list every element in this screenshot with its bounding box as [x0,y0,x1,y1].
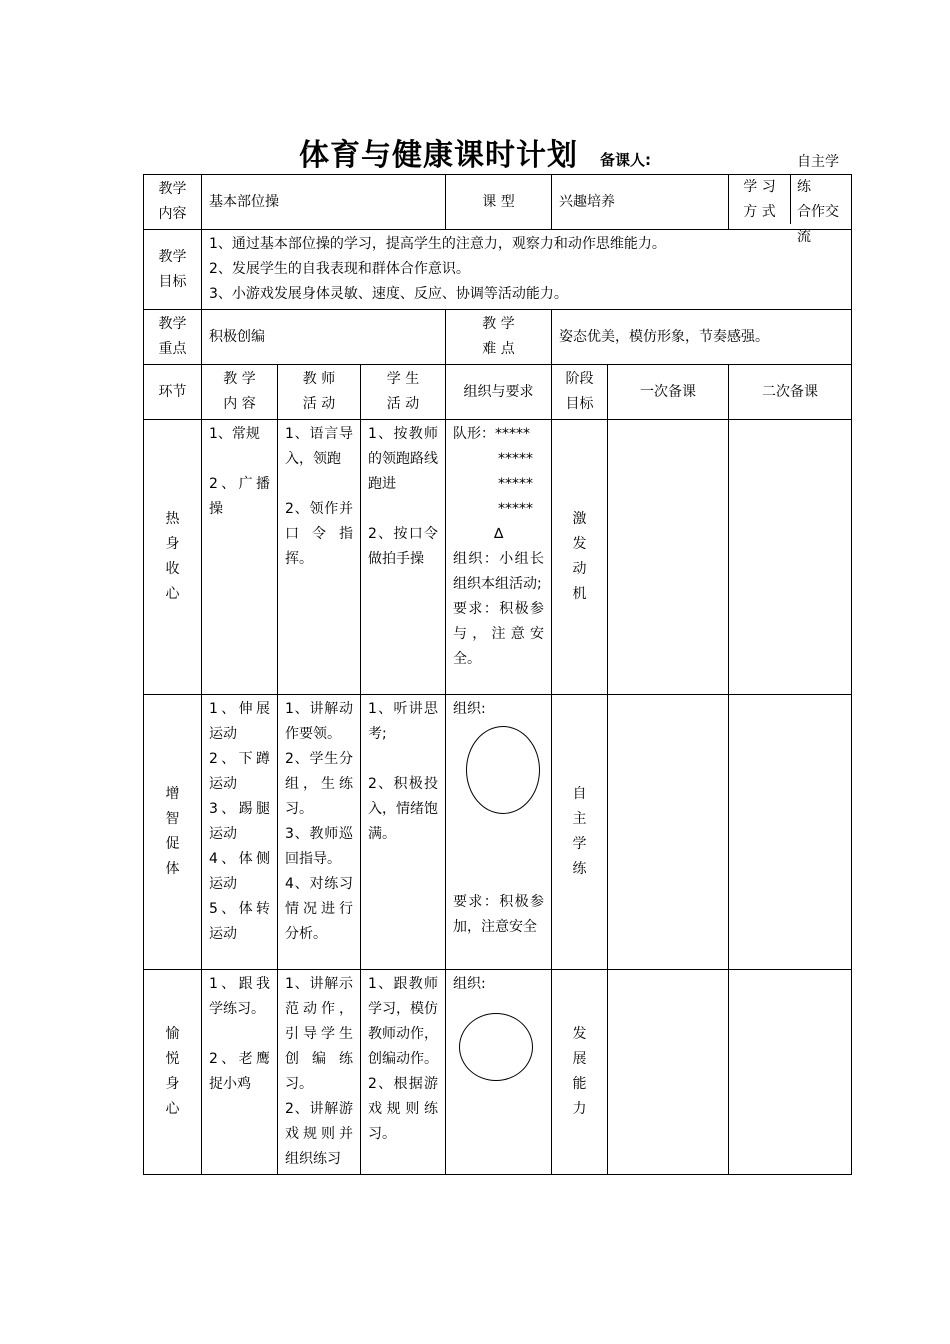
page-title: 体育与健康课时计划 [299,138,578,173]
stage-content: 1、伸展运动 2、下蹲运动 3、踢腿运动 4、体侧运动 5、体转运动 [202,695,278,970]
key-label: 教学 重点 [144,310,202,365]
stage-teacher: 1、讲解动作要领。 2、学生分组，生练习。 3、教师巡回指导。 4、对练习情况进行分析。 [278,695,361,970]
requirement-note: 要求：积极参加，注意安全 [453,894,545,935]
stage-prep2 [729,695,852,970]
requirement-note: 要求：积极参与，注意安全。 [453,601,545,667]
stage-teacher: 1、语言导入，领跑 2、领作并口令指挥。 [278,420,361,695]
stage-organization [446,695,552,970]
formation-row: ***** [498,476,534,492]
info-row-key [144,310,852,365]
method-cell [729,153,852,245]
stage-goal: 激 发 动 机 [552,420,608,695]
circle-formation-diagram [459,1013,533,1081]
stage-goal: 自 主 学 练 [552,695,608,970]
col-organization: 组织与要求 [446,365,552,420]
stage-organization [446,420,552,695]
stage-row-develop [144,695,852,970]
formation-label: 队形：***** [453,426,531,442]
stage-student: 1、跟教师学习，模仿教师动作，创编动作。 2、根据游戏规则练习。 [361,970,446,1175]
col-stage: 环节 [144,365,202,420]
formation-row: ***** [498,501,534,517]
organization-label: 组织: [453,701,486,717]
stage-name: 热 身 收 心 [144,420,202,695]
stage-content: 1、跟我学练习。 2、老鹰捉小鸡 [202,970,278,1175]
preparer-label: 备课人: [600,151,651,169]
circle-formation-diagram [466,726,540,814]
stage-name: 愉 悦 身 心 [144,970,202,1175]
stage-goal: 发 展 能 力 [552,970,608,1175]
goal-item-3: 3、小游戏发展身体灵敏、速度、反应、协调等活动能力。 [209,286,568,302]
key-value: 积极创编 [202,310,446,365]
formation-diagram [453,422,544,547]
col-student: 学 生 活 动 [361,365,446,420]
stage-name: 增 智 促 体 [144,695,202,970]
stage-prep2 [729,420,852,695]
difficulty-label: 教 学 难 点 [446,310,552,365]
stage-row-warmup [144,420,852,695]
col-goal: 阶段 目标 [552,365,608,420]
type-label: 课 型 [446,175,552,230]
stage-organization [446,970,552,1175]
stage-student: 1、听讲思考; 2、积极投入，情绪饱满。 [361,695,446,970]
stage-prep2 [729,970,852,1175]
info-row-content [144,175,852,230]
col-content: 教 学 内 容 [202,365,278,420]
formation-row: ***** [498,451,534,467]
method-value: 自主学练 合作交流 [797,153,840,245]
col-prep1: 一次备课 [608,365,729,420]
content-value: 基本部位操 [202,175,446,230]
stage-prep1 [608,970,729,1175]
stage-student: 1、按教师的领跑路线跑进 2、按口令做拍手操 [361,420,446,695]
stage-content: 1、常规 2、广播操 [202,420,278,695]
goals-list [202,230,852,310]
method-label: 学 习 方 式 [729,175,791,224]
organization-note: 组织：小组长组织本组活动; [453,551,545,592]
stage-prep1 [608,420,729,695]
teacher-position-marker: ∆ [494,526,504,542]
column-header-row [144,365,852,420]
stage-prep1 [608,695,729,970]
content-label: 教学 内容 [144,175,202,230]
col-prep2: 二次备课 [729,365,852,420]
col-teacher: 教 师 活 动 [278,365,361,420]
stage-row-game [144,970,852,1175]
difficulty-value: 姿态优美，模仿形象，节奏感强。 [552,310,852,365]
organization-label: 组织: [453,976,486,992]
type-value: 兴趣培养 [552,175,729,230]
goal-item-2: 2、发展学生的自我表现和群体合作意识。 [209,261,470,277]
stage-teacher: 1、讲解示范动作，引导学生创编练习。 2、讲解游戏规则并组织练习 [278,970,361,1175]
goals-label: 教学 目标 [144,230,202,310]
info-row-goals [144,230,852,310]
goal-item-1: 1、通过基本部位操的学习，提高学生的注意力，观察力和动作思维能力。 [209,236,666,252]
